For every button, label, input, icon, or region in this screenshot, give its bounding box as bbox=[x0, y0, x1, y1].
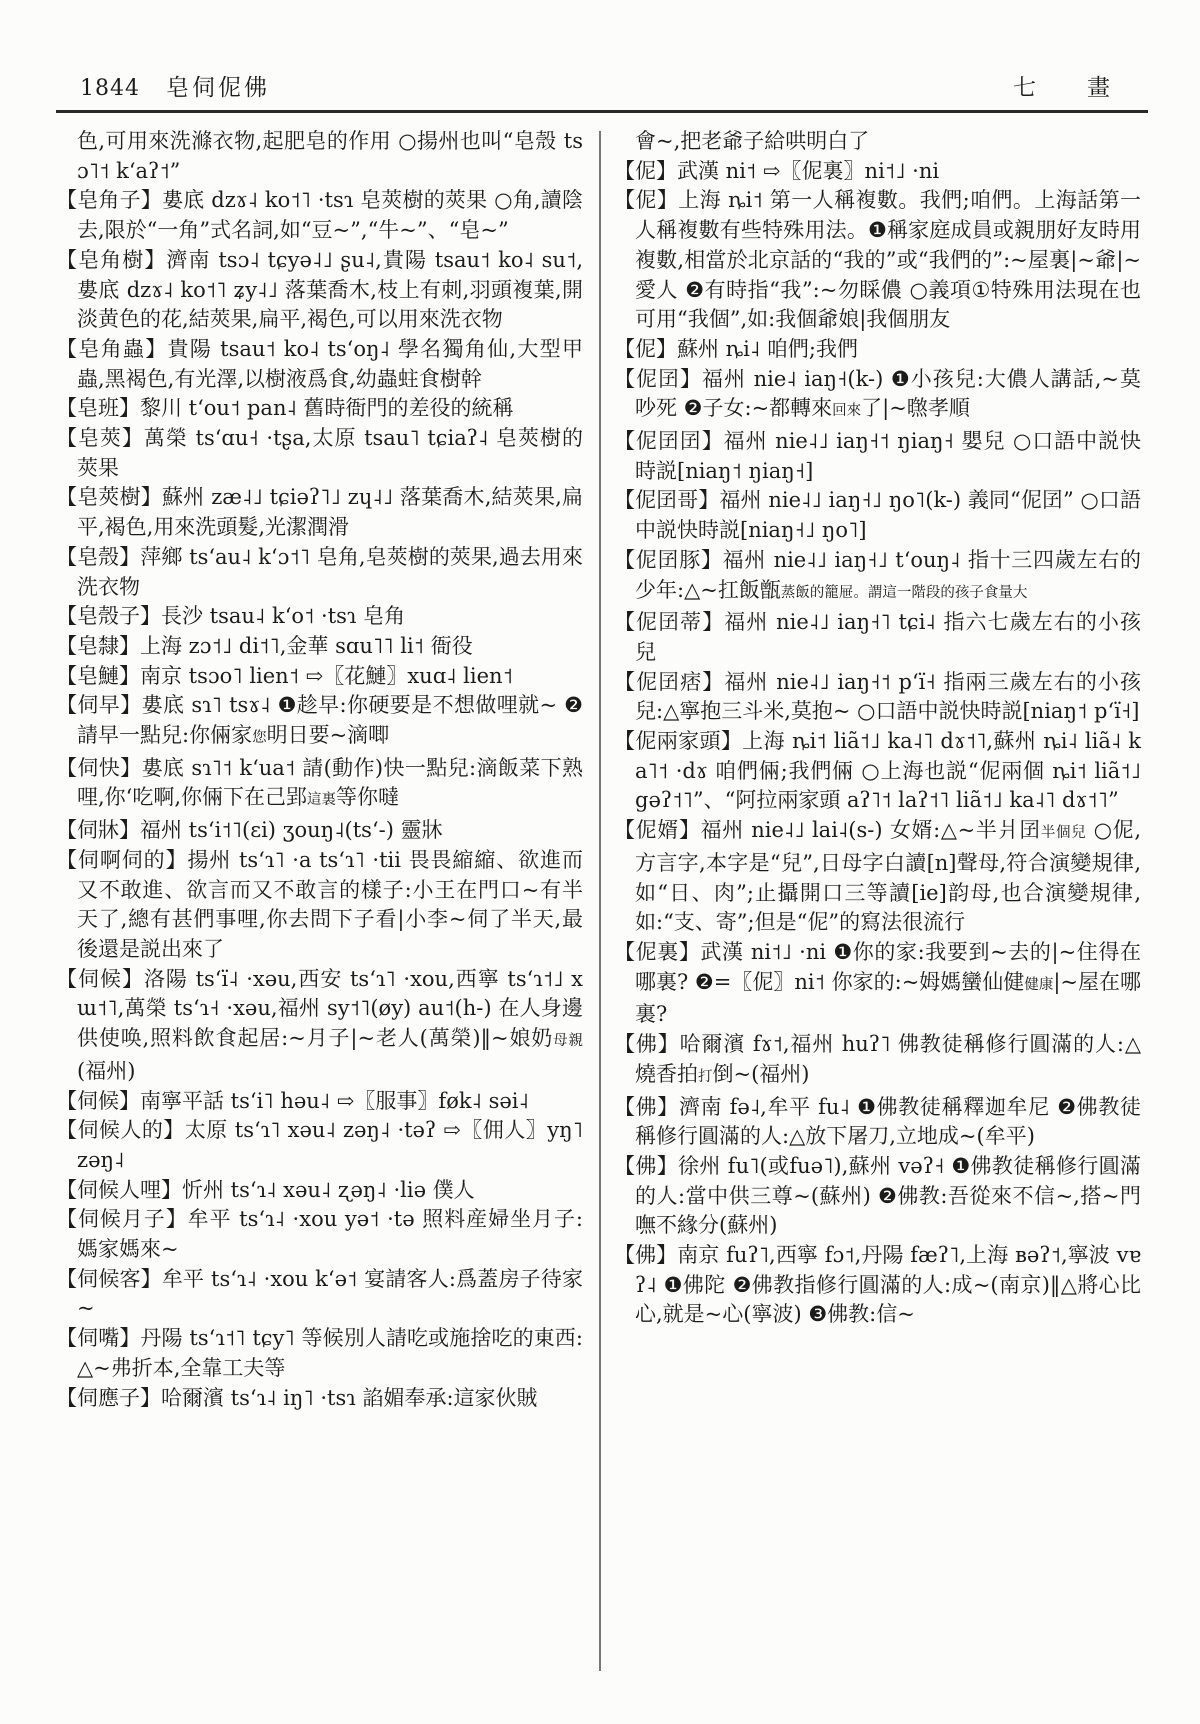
dictionary-entry bbox=[56, 1265, 583, 1324]
entry-text: 【伺候】洛陽 tsʻï˨ ·xəu,西安 tsʻɿ˥ ·xou,西寧 tsʻɿ˦˩ xɯ˦˥,萬榮 tsʻɿ˧ ·xəu,福州 sy˦˥(øy) au˦(h-) 在人身邊供使唤,照料飲食起居:~月子|~老人(萬榮)‖~娘奶 bbox=[56, 966, 583, 1051]
entry-text: 【伲囝哥】福州 nie˨˩ iaŋ˧˩ ŋo˥(k-) 義同“伲囝” ○口語中説快時説[niaŋ˧˩ ŋo˥] bbox=[614, 488, 1141, 543]
page-header-right bbox=[1013, 69, 1124, 102]
entry-text: 明日要~滴唧 bbox=[266, 723, 390, 748]
entry-text: 【伺候人哩】忻州 tsʻɿ˨ xəu˨ ʐəŋ˨ ·liə 僕人 bbox=[56, 1177, 475, 1202]
small-gloss-annotation: 母親 bbox=[553, 1033, 584, 1050]
entry-text: 【伲囝蒂】福州 nie˨˩ iaŋ˧˥ tɕi˨ 指六七歲左右的小孩兒 bbox=[614, 610, 1141, 664]
entry-text: 【伺候客】牟平 tsʻɿ˨ ·xou kʻə˦ 宴請客人:爲蓋房子待家~ bbox=[56, 1266, 583, 1321]
entry-text: 【佛】徐州 fu˥(或fuə˥),蘇州 vəʔ˧ ❶佛教徒稱修行圓滿的人:當中供三尊~(蘇州) ❷佛教:吾從來不信~,搭~門嘸不緣分(蘇州) bbox=[614, 1153, 1141, 1238]
dictionary-entry bbox=[614, 1152, 1141, 1241]
dictionary-entry bbox=[614, 1030, 1141, 1092]
entry-text: 【皂角蟲】貴陽 tsau˦ ko˨ tsʻoŋ˨ 學名獨角仙,大型甲蟲,黑褐色,有光澤,以樹液爲食,幼蟲蛀食樹幹 bbox=[56, 336, 583, 391]
stroke-section-title: 七 畫 bbox=[1013, 75, 1124, 101]
dictionary-entry bbox=[56, 632, 583, 662]
entry-text: 【伺候人的】太原 tsʻɿ˥ xəu˨ zəŋ˨ ·təʔ ⇨〖佣人〗yŋ˥ zəŋ˨ bbox=[56, 1118, 583, 1172]
dictionary-entry bbox=[56, 1087, 583, 1117]
dictionary-entry bbox=[614, 186, 1141, 335]
entry-text: 【佛】南京 fuʔ˥,西寧 fɔ˦,丹陽 fæʔ˥,上海 ʙəʔ˦,寧波 vɐʔ˨ ❶佛陀 ❷佛教指修行圓滿的人:成~(南京)‖△將心比心,就是~心(寧波) ❸佛教:信~ bbox=[614, 1243, 1141, 1327]
small-gloss-annotation: 打 bbox=[698, 1068, 713, 1085]
dictionary-entry bbox=[614, 1241, 1141, 1330]
dictionary-entry bbox=[614, 938, 1141, 1030]
dictionary-entry bbox=[614, 427, 1141, 486]
small-gloss-annotation: 蒸飯的籠屉。謂這一階段的孩子食量大 bbox=[780, 584, 1028, 601]
entry-text: 【伲】上海 ȵi˦ 第一人稱複數。我們;咱們。上海話第一人稱複數有些特殊用法。❶稱家庭成員或親朋好友時用複數,相當於北京話的“我的”或“我們的”:~屋裏|~爺|~愛人 ❷有時指“我”:~勿睬儂 ○義項①特殊用法現在也可用“我個”,如:我個爺娘|我個朋友 bbox=[614, 188, 1141, 332]
guide-words: 皂伺伲佛 bbox=[166, 75, 270, 101]
dictionary-entry bbox=[614, 1093, 1141, 1152]
entry-text: 【伲囝豚】福州 nie˨˩ iaŋ˧˩ tʻouŋ˨ 指十三四歲左右的少年:△~扛飯甑 bbox=[614, 547, 1141, 602]
dictionary-entry bbox=[614, 608, 1141, 667]
dictionary-entry bbox=[614, 486, 1141, 545]
dictionary-entry bbox=[614, 727, 1141, 816]
dictionary-entry bbox=[614, 668, 1141, 727]
dictionary-entry bbox=[56, 335, 583, 394]
dictionary-entry bbox=[56, 1116, 583, 1175]
entry-text: 【伺早】婁底 sɿ˥ tsɤ˨ ❶趁早:你硬要是不想做哩就~ ❷請早一點兒:你倆家 bbox=[56, 693, 583, 748]
entry-text: 【佛】哈爾濱 fɤ˦,福州 huʔ˥ 佛教徒稱修行圓滿的人:△燒香拍 bbox=[614, 1032, 1141, 1086]
entry-text: 【伲婿】福州 nie˨˩ lai˨(s-) 女婿:△~半爿囝 bbox=[614, 818, 1041, 843]
dictionary-entry bbox=[56, 424, 583, 483]
entry-continuation bbox=[614, 127, 1141, 157]
entry-text: 倒~(福州) bbox=[712, 1061, 810, 1086]
entry-text: 【伲】武漢 ni˦ ⇨〖伲裏〗ni˦˩ ·ni bbox=[614, 158, 940, 183]
dictionary-entry bbox=[56, 483, 583, 542]
entry-text: 【皂班】黎川 tʻou˦ pan˨ 舊時衙門的差役的統稱 bbox=[56, 396, 514, 421]
entry-text: 【皂角樹】濟南 tsɔ˨ tɕyə˨˩ ʂu˨,貴陽 tsau˦ ko˨ su˦,婁底 dzɤ˨ ko˦˥ ʑy˨˩ 落葉喬木,枝上有刺,羽頭複葉,開淡黄色的花,結莢果,扁平,褐色,可以用來洗衣物 bbox=[56, 247, 583, 332]
entry-text: 色,可用來洗滌衣物,起肥皂的作用 ○揚州也叫“皂殼 tsɔ˥˦ kʻaʔ˦” bbox=[77, 129, 583, 183]
entry-text: 【伺應子】哈爾濱 tsʻɿ˨ iŋ˥ ·tsɿ 諂媚奉承:這家伙賊 bbox=[56, 1385, 538, 1410]
entry-text: 會~,把老爺子給哄明白了 bbox=[635, 129, 870, 153]
text-columns bbox=[56, 127, 1148, 1671]
dictionary-entry bbox=[614, 546, 1141, 608]
dictionary-entry bbox=[56, 186, 583, 245]
entry-text: 【伲兩家頭】上海 ȵi˦ liã˦˩ ka˨˥ dɤ˦˥,蘇州 ȵi˨ liã˨ ka˥˦ ·dɤ 咱們倆;我們倆 ○上海也説“伲兩個 ȵi˦ liã˦˩ gəʔ˦˥”、“阿拉兩家頭 aʔ˥˦ laʔ˦˥ liã˦˩ ka˨˥ dɤ˦˥” bbox=[614, 729, 1141, 813]
dictionary-entry bbox=[56, 1205, 583, 1264]
dictionary-entry bbox=[56, 846, 583, 965]
entry-text: 【皂莢】萬榮 tsʻɑu˧ ·tʂa,太原 tsau˥ tɕiaʔ˨ 皂莢樹的莢果 bbox=[56, 426, 583, 480]
entry-text: 了|~㬠孝順 bbox=[861, 396, 970, 421]
entry-text: ○伲,方言字,本字是“兒”,日母字白讀[n]聲母,符合演變規律,如“日、肉”;止攝開口三等讀[ie]韵母,也合演變規律,如:“支、寄”;但是“伲”的寫法很流行 bbox=[635, 818, 1142, 935]
entry-text: 【伲囝痞】福州 nie˨˩ iaŋ˧˦ pʻï˧ 指兩三歲左右的小孩兒:△寧抱三斗米,莫抱~ ○口語中説快時説[niaŋ˦ pʻï˧] bbox=[614, 669, 1141, 724]
dictionary-entry bbox=[56, 1176, 583, 1206]
entry-text: 【皂鰱】南京 tsɔo˥ lien˦ ⇨〖花鰱〗xuɑ˨ lien˦ bbox=[56, 663, 513, 688]
entry-text: 【伺候月子】牟平 tsʻɿ˨ ·xou yə˦ ·tə 照料産婦坐月子:媽家媽來~ bbox=[56, 1207, 583, 1262]
entry-text: 【伲】蘇州 ȵi˨ 咱們;我們 bbox=[614, 336, 858, 361]
entry-continuation bbox=[56, 127, 583, 186]
right-column bbox=[614, 127, 1141, 1330]
left-column bbox=[56, 127, 583, 1413]
dictionary-entry bbox=[56, 1324, 583, 1383]
small-gloss-annotation: 健康 bbox=[1024, 976, 1054, 993]
small-gloss-annotation: 回來 bbox=[832, 403, 862, 420]
small-gloss-annotation: 半個兒 bbox=[1040, 825, 1087, 842]
entry-text: 【皂隸】上海 zɔ˦˩ di˦˥,金華 sɑu˥˥ li˦ 衙役 bbox=[56, 633, 473, 658]
dictionary-entry bbox=[56, 816, 583, 846]
entry-text: (福州) bbox=[77, 1058, 136, 1083]
dictionary-entry bbox=[56, 754, 583, 816]
dictionary-entry bbox=[614, 365, 1141, 427]
entry-text: 【皂角子】婁底 dzɤ˨ ko˦˥ ·tsɿ 皂莢樹的莢果 ○角,讀陰去,限於“一角”式名詞,如“豆~”,“牛~”、“皂~” bbox=[56, 188, 583, 243]
entry-text: 【伺牀】福州 tsʻi˦˥(ɛi) ʒouŋ˨(tsʻ-) 靈牀 bbox=[56, 818, 443, 843]
dictionary-entry bbox=[56, 602, 583, 632]
entry-text: 【伲囝】福州 nie˨ iaŋ˧(k-) ❶小孩兒:大儂人講話,~莫吵死 ❷子女:~都轉來 bbox=[614, 366, 1141, 421]
dictionary-entry bbox=[56, 543, 583, 602]
small-gloss-annotation: 您 bbox=[252, 730, 267, 747]
dictionary-entry bbox=[56, 246, 583, 335]
entry-text: 【伲囝囝】福州 nie˨˩ iaŋ˧˦ ŋiaŋ˧ 嬰兒 ○口語中説快時説[niaŋ˦ ŋiaŋ˧] bbox=[614, 429, 1141, 483]
page-header bbox=[56, 62, 1148, 102]
entry-text: 【伲裏】武漢 ni˦˩ ·ni ❶你的家:我要到~去的|~住得在哪裏? ❷=〖伲〗ni˦ 你家的:~姆媽蠻仙健 bbox=[614, 939, 1141, 994]
entry-text: 【伺嘴】丹陽 tsʻɿ˦˥ tɕy˥ 等候別人請吃或施捨吃的東西:△~弗折本,全靠工夫等 bbox=[56, 1326, 583, 1380]
entry-text: |~屋在哪裏? bbox=[635, 969, 1142, 1027]
small-gloss-annotation: 這裏 bbox=[307, 792, 337, 809]
column-divider bbox=[599, 131, 601, 1671]
entry-text: 【伺啊伺的】揚州 tsʻɿ˥ ·a tsʻɿ˥ ·tii 畏畏縮縮、欲進而又不敢進、欲言而又不敢言的樣子:小王在門口~有半天了,總有甚們事哩,你去問下子看|小李~伺了半天,最後還是説出來了 bbox=[56, 847, 583, 961]
entry-text: 【佛】濟南 fə˨,牟平 fu˨ ❶佛教徒稱釋迦牟尼 ❷佛教徒稱修行圓滿的人:△放下屠刀,立地成~(牟平) bbox=[614, 1094, 1141, 1149]
dictionary-entry bbox=[56, 691, 583, 753]
page-number: 1844 bbox=[80, 76, 140, 101]
dictionary-entry bbox=[614, 157, 1141, 187]
entry-text: 【皂莢樹】蘇州 zæ˨˩ tɕiəʔ˥˩ zɥ˨˩ 落葉喬木,結莢果,扁平,褐色,用來洗頭髮,光潔潤滑 bbox=[56, 485, 583, 540]
entry-text: 等你噠 bbox=[336, 785, 400, 810]
dictionary-entry bbox=[614, 335, 1141, 365]
dictionary-entry bbox=[614, 816, 1141, 938]
entry-text: 【伺候】南寧平話 tsʻi˥ həu˨ ⇨〖服事〗føk˨ səi˨ bbox=[56, 1088, 529, 1113]
entry-text: 【伺快】婁底 sɿ˥˦ kʻua˦ 請(動作)快一點兒:滴飯菜下熟哩,你‘吃啊,你倆下在己郢 bbox=[56, 755, 583, 810]
entry-text: 【皂殼】萍鄉 tsʻau˨ kʻɔ˦˥ 皂角,皂莢樹的莢果,過去用來洗衣物 bbox=[56, 544, 583, 599]
entry-text: 【皂殼子】長沙 tsau˨ kʻo˦ ·tsɿ 皂角 bbox=[56, 604, 406, 629]
page-header-left bbox=[80, 69, 270, 102]
dictionary-entry bbox=[56, 394, 583, 424]
header-rule bbox=[56, 110, 1148, 113]
dictionary-entry bbox=[56, 1384, 583, 1414]
dictionary-entry bbox=[56, 662, 583, 692]
dictionary-entry bbox=[56, 965, 583, 1087]
